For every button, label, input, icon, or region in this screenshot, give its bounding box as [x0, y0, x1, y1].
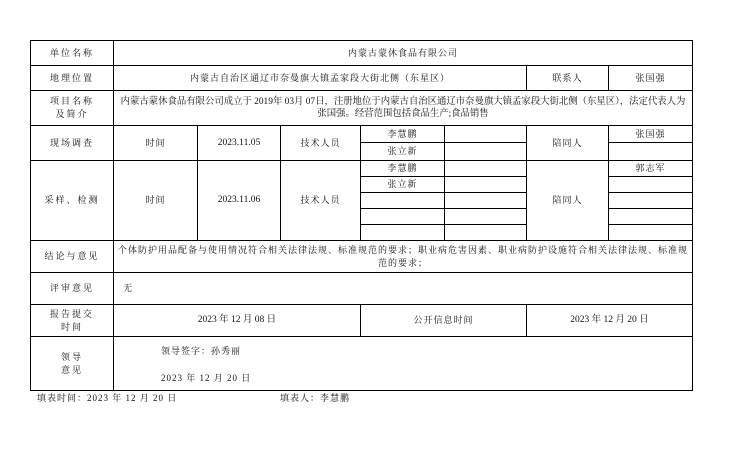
empty-cell: [609, 143, 693, 161]
unit-value: 内蒙古蒙休食品有限公司: [114, 41, 693, 66]
survey-time-label: 时间: [114, 126, 198, 161]
empty-cell: [445, 143, 527, 161]
location-label: 地理位置: [31, 66, 114, 91]
empty-cell: [609, 209, 693, 225]
survey-date: 2023.11.05: [198, 126, 281, 161]
report-label-line: 时间: [60, 321, 83, 332]
project-label: [31, 91, 114, 126]
footer-fill-time: 填表时间：2023 年 12 月 20 日: [37, 393, 178, 403]
report-label-line: 报告提交: [49, 308, 94, 319]
review-value: 无: [114, 273, 693, 305]
sampling-staff-name: 张立新: [361, 177, 445, 193]
empty-cell: [361, 193, 445, 209]
publish-info-date: 2023 年 12 月 20 日: [527, 305, 693, 337]
review-label: 评审意见: [31, 273, 114, 305]
empty-cell: [445, 209, 527, 225]
footer-filler: 填表人：李慧鹏: [280, 393, 351, 403]
survey-companion-name: 张国强: [609, 126, 693, 143]
survey-staff-name: 张立新: [361, 143, 445, 161]
sampling-time-label: 时间: [114, 161, 198, 241]
project-description: 内蒙古蒙休食品有限公司成立于 2019年 03月 07日，注册地位于内蒙古自治区通辽市奈曼旗大镇孟家段大街北侧（东星区），法定代表人为张国强。经营范围包括食品生产;食品销售: [114, 91, 693, 126]
empty-cell: [609, 177, 693, 193]
survey-companion-label: 陪同人: [527, 126, 609, 161]
report-label: [31, 305, 114, 337]
publish-info-label: 公开信息时间: [361, 305, 527, 337]
sampling-label: 采样、检测: [31, 161, 114, 241]
empty-cell: [609, 193, 693, 209]
report-submit-date: 2023 年 12 月 08 日: [114, 305, 361, 337]
leader-signature: 领导签字：孙秀丽: [161, 346, 242, 356]
leader-label: [31, 337, 114, 391]
sampling-companion-label: 陪同人: [527, 161, 609, 241]
empty-cell: [445, 225, 527, 241]
empty-cell: [361, 209, 445, 225]
empty-cell: [445, 161, 527, 177]
leader-label-line: 领导: [60, 351, 83, 362]
contact-value: 张国强: [609, 66, 693, 91]
survey-staff-label: 技术人员: [281, 126, 361, 161]
empty-cell: [445, 193, 527, 209]
contact-label: 联系人: [527, 66, 609, 91]
conclusion-label: 结论与意见: [31, 241, 114, 273]
empty-cell: [361, 225, 445, 241]
project-label-line: 及简介: [55, 109, 89, 119]
survey-label: 现场调查: [31, 126, 114, 161]
empty-cell: [445, 126, 527, 143]
sampling-staff-name: 李慧鹏: [361, 161, 445, 177]
sampling-companion-name: 郭志军: [609, 161, 693, 177]
leader-date: 2023 年 12 月 20 日: [161, 373, 252, 383]
project-label-line: 项目名称: [49, 96, 94, 106]
empty-cell: [445, 177, 527, 193]
sampling-date: 2023.11.06: [198, 161, 281, 241]
conclusion-value: 个体防护用品配备与使用情况符合相关法律法规、标准规范的要求；职业病危害因素、职业病防护设施符合相关法律法规、标准规范的要求；: [114, 241, 693, 273]
unit-label: 单位名称: [31, 41, 114, 66]
location-value: 内蒙古自治区通辽市奈曼旗大镇孟家段大街北侧（东星区）: [114, 66, 527, 91]
survey-staff-name: 李慧鹏: [361, 126, 445, 143]
leader-opinion-cell: [114, 337, 693, 391]
leader-label-line: 意见: [60, 364, 83, 375]
sampling-staff-label: 技术人员: [281, 161, 361, 241]
record-form-table: [30, 40, 693, 391]
empty-cell: [609, 225, 693, 241]
